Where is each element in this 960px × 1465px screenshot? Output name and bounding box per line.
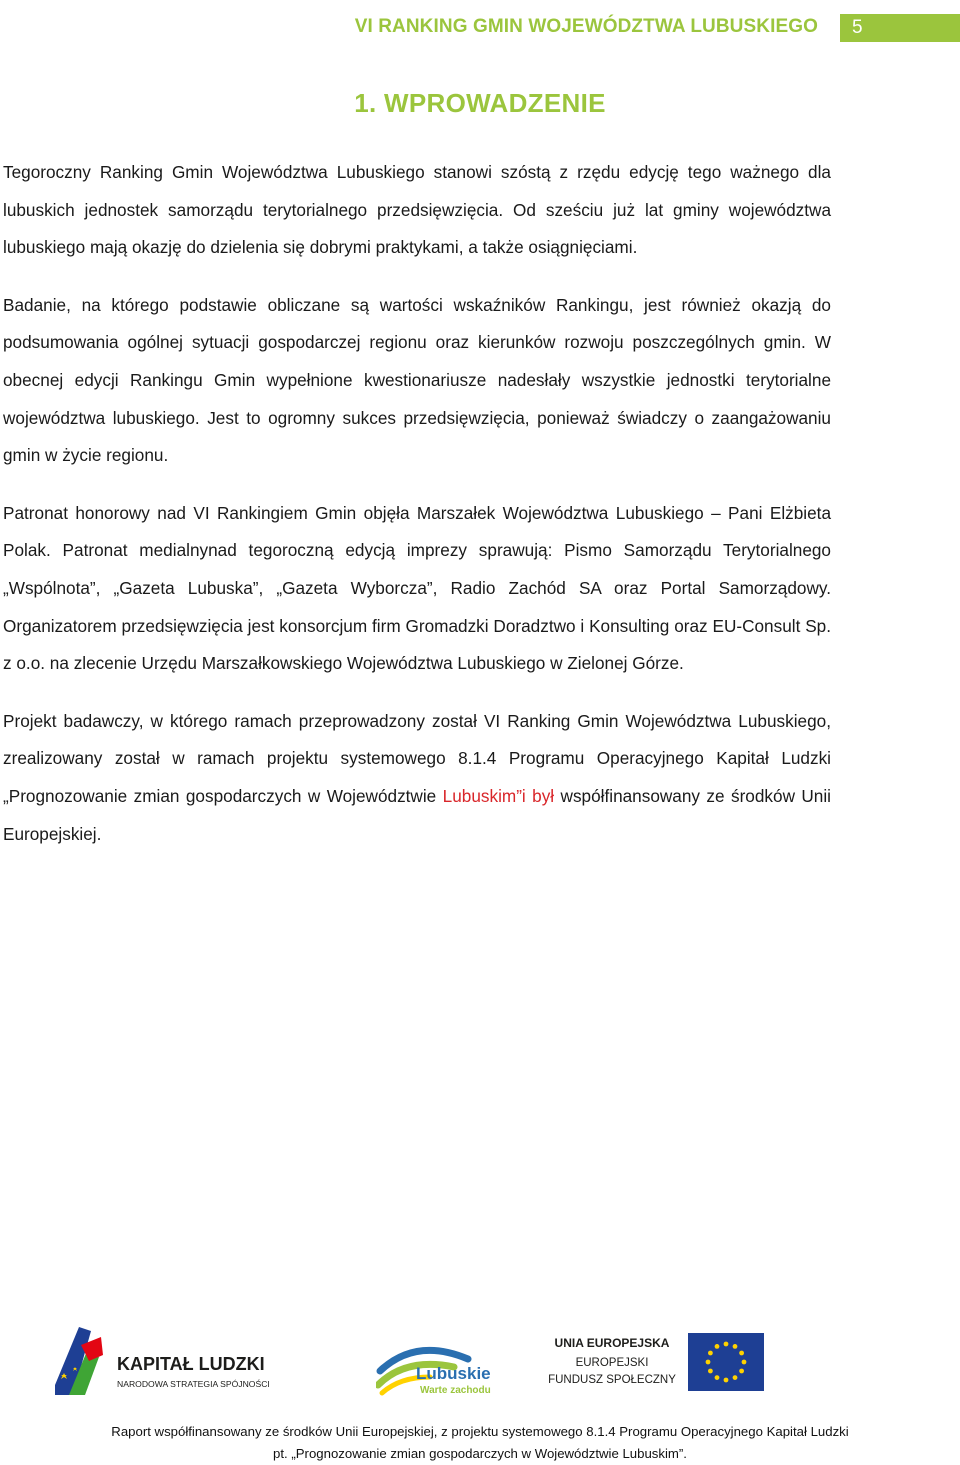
paragraph-project-highlight: Lubuskim”i był <box>442 785 555 806</box>
paragraph-research: Badanie, na którego podstawie obliczane są wartości wskaźników Rankingu, jest również okazją do podsumowania ogólnej sytuacji gospodarczej regionu oraz kierunków rozwoju poszczególnych gmin. W obecnej edycji Rankingu Gmin wypełnione kwestionariusze nadesłały wszystkie jednostki terytorialne województwa lubuskiego. Jest to ogromny sukces przedsięwzięcia, ponieważ świadczy o zaangażowaniu gmin w życie regionu. <box>3 294 831 466</box>
eu-esf-logo <box>540 1333 770 1393</box>
footer-line-2: pt. „Prognozowanie zmian gospodarczych w Województwie Lubuskim”. <box>273 1446 687 1461</box>
kl-subtitle: NARODOWA STRATEGIA SPÓJNOŚCI <box>117 1379 270 1389</box>
paragraph-intro: Tegoroczny Ranking Gmin Województwa Lubuskiego stanowi szóstą z rzędu edycję tego ważnego dla lubuskich jednostek samorządu terytorialnego przedsięwzięcia. Od sześciu już lat gminy województwa lubuskiego mają okazję do dzielenia się dobrymi praktykami, a także osiągnięciami. <box>3 162 831 258</box>
eu-line-2: EUROPEJSKI <box>575 1357 649 1369</box>
kapital-ludzki-logo <box>55 1327 295 1395</box>
body-content <box>3 154 831 873</box>
footer-logos <box>0 1327 960 1397</box>
paragraph-patronage: Patronat honorowy nad VI Rankingiem Gmin objęła Marszałek Województwa Lubuskiego – Pani Elżbieta Polak. Patronat medialnynad tegoroczną edycją imprezy sprawują: Pismo Samorządu Terytorialnego „Wspólnota”, „Gazeta Lubuska”, „Gazeta Wyborcza”, Radio Zachód SA oraz Portal Samorządowy. Organizatorem przedsięwzięcia jest konsorcjum firm Gromadzki Doradztwo i Konsulting oraz EU-Consult Sp. z o.o. na zlecenie Urzędu Marszałkowskiego Województwa Lubuskiego w Zielonej Górze. <box>3 502 831 674</box>
footer-line-1: Raport współfinansowany ze środków Unii Europejskiej, z projektu systemowego 8.1.4 Programu Operacyjnego Kapitał Ludzki <box>111 1424 849 1439</box>
lubuskie-logo <box>376 1341 512 1399</box>
eu-line-3: FUNDUSZ SPOŁECZNY <box>548 1374 676 1386</box>
lubuskie-tagline: Warte zachodu <box>420 1385 491 1396</box>
lubuskie-name: Lubuskie <box>416 1364 491 1383</box>
paragraph-project-text-1: Projekt badawczy, w którego ramach przeprowadzony został VI Ranking Gmin Województwa Lubuskiego, zrealizowany został w ramach projektu systemowego 8.1.4 Programu Operacyjnego Kapitał Ludzki „Prognozowanie zmian gospodarczych w Województwie <box>3 710 831 806</box>
paragraph-project <box>3 703 831 853</box>
kl-name: KAPITAŁ LUDZKI <box>117 1354 265 1374</box>
eu-line-1: UNIA EUROPEJSKA <box>554 1336 670 1350</box>
page-header <box>0 14 960 42</box>
page-number: 5 <box>852 17 863 38</box>
footer-note <box>0 1421 960 1465</box>
chapter-title: 1. WPROWADZENIE <box>354 88 606 118</box>
page-number-box <box>840 14 960 42</box>
paragraph-project-text-2: współfinansowany ze środków Unii Europejskiej. <box>3 785 831 844</box>
running-header-title: VI RANKING GMIN WOJEWÓDZTWA LUBUSKIEGO <box>354 16 818 37</box>
